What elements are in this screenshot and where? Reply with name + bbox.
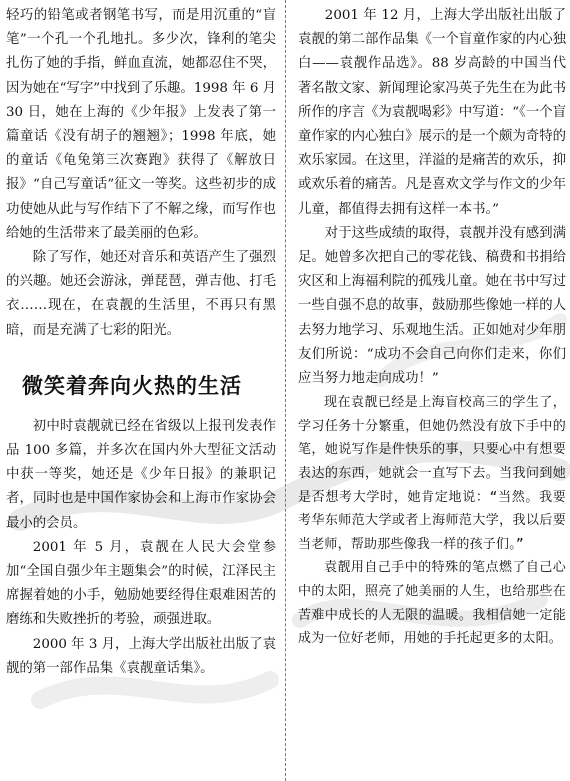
body-paragraph: 除了写作，她还对音乐和英语产生了强烈的兴趣。她还会游泳，弹琵琶，弹吉他、打毛衣……现在，在袁靓的生活里，不再只有黑暗，而是充满了七彩的阳光。: [6, 250, 276, 338]
body-paragraph: 对于这些成绩的取得，袁靓并没有感到满足。她曾多次把自己的零花钱、稿费和书捐给灾区和上海福利院的孤残儿童。她在书中写过一些自强不息的故事，鼓励那些像她一样的人去努力地学习、乐观地生活。正如她对少年朋友们所说：“成功不会自己向你们走来，你们应当努力地走向成功！”: [298, 225, 566, 387]
section-gap: [6, 343, 276, 357]
handwritten-style-paragraph: 袁靓用自己手中的特殊的笔点燃了自己心中的太阳，照亮了她美丽的人生，也给那些在苦难中成长的人无限的温暖。我相信她一定能成为一位好老师，用她的手托起更多的太阳。: [298, 560, 566, 647]
body-paragraph: 2001 年 5 月，袁靓在人民大会堂参加“全国自强少年主题集会”的时候，江泽民主席握着她的小手，勉励她要经得住艰难困苦的磨练和失败挫折的考验，顽强进取。: [6, 539, 276, 628]
body-paragraph: 2000 年 3 月，上海大学出版社出版了袁靓的第一部作品集《袁靓童话集》。: [6, 636, 276, 676]
body-paragraph: 初中时袁靓就已经在省级以上报刊发表作品 100 多篇，并多次在国内外大型征文活动中获一等奖，她还是《少年日报》的兼职记者，同时也是中国作家协会和上海市作家协会最小的会员。: [6, 418, 276, 531]
right-column: [298, 4, 566, 651]
section-title: 微笑着奔向火热的生活: [22, 373, 242, 398]
left-column: [6, 4, 276, 681]
column-divider: [285, 0, 286, 781]
handwritten-style-paragraph: 现在袁靓已经是上海盲校高三的学生了，学习任务十分繁重，但她仍然没有放下手中的笔，她说写作是件快乐的事，只要心中有想要表达的东西，她就会一直写下去。当我问到她是否想考大学时，她肯定地说：“当然。我要考华东师范大学或者上海师范大学，我以后要当老师，帮助那些像我一样的孩子们。”: [298, 395, 566, 552]
body-paragraph: 轻巧的铅笔或者钢笔书写，而是用沉重的“盲笔”一个孔一个孔地扎。多少次，锋利的笔尖扎伤了她的手指，鲜血直流，她都忍住不哭，因为她在“写字”中找到了乐趣。1998 年 6 月 30 日，她在上海的《少年报》上发表了第一篇童话《没有胡子的翘翘》；1998 年底，她的童话《龟兔第三次赛跑》获得了《解放日报》“自己写童话”征文一等奖。这些初步的成功使她从此与写作结下了不解之缘，而写作也给她的生活带来了最美丽的色彩。: [6, 8, 276, 241]
body-paragraph: 2001 年 12 月，上海大学出版社出版了袁靓的第二部作品集《一个盲童作家的内心独白——袁靓作品选》。88 岁高龄的中国当代著名散文家、新闻理论家冯英子先生在为此书所作的序言《为袁靓喝彩》中写道：“《一个盲童作家的内心独白》展示的是一个颇为奇特的欢乐家园。在这里，洋溢的是痛苦的欢乐，抑或欢乐着的痛苦。凡是喜欢文学与作文的少年儿童，都值得去拥有这样一本书。”: [298, 8, 566, 217]
